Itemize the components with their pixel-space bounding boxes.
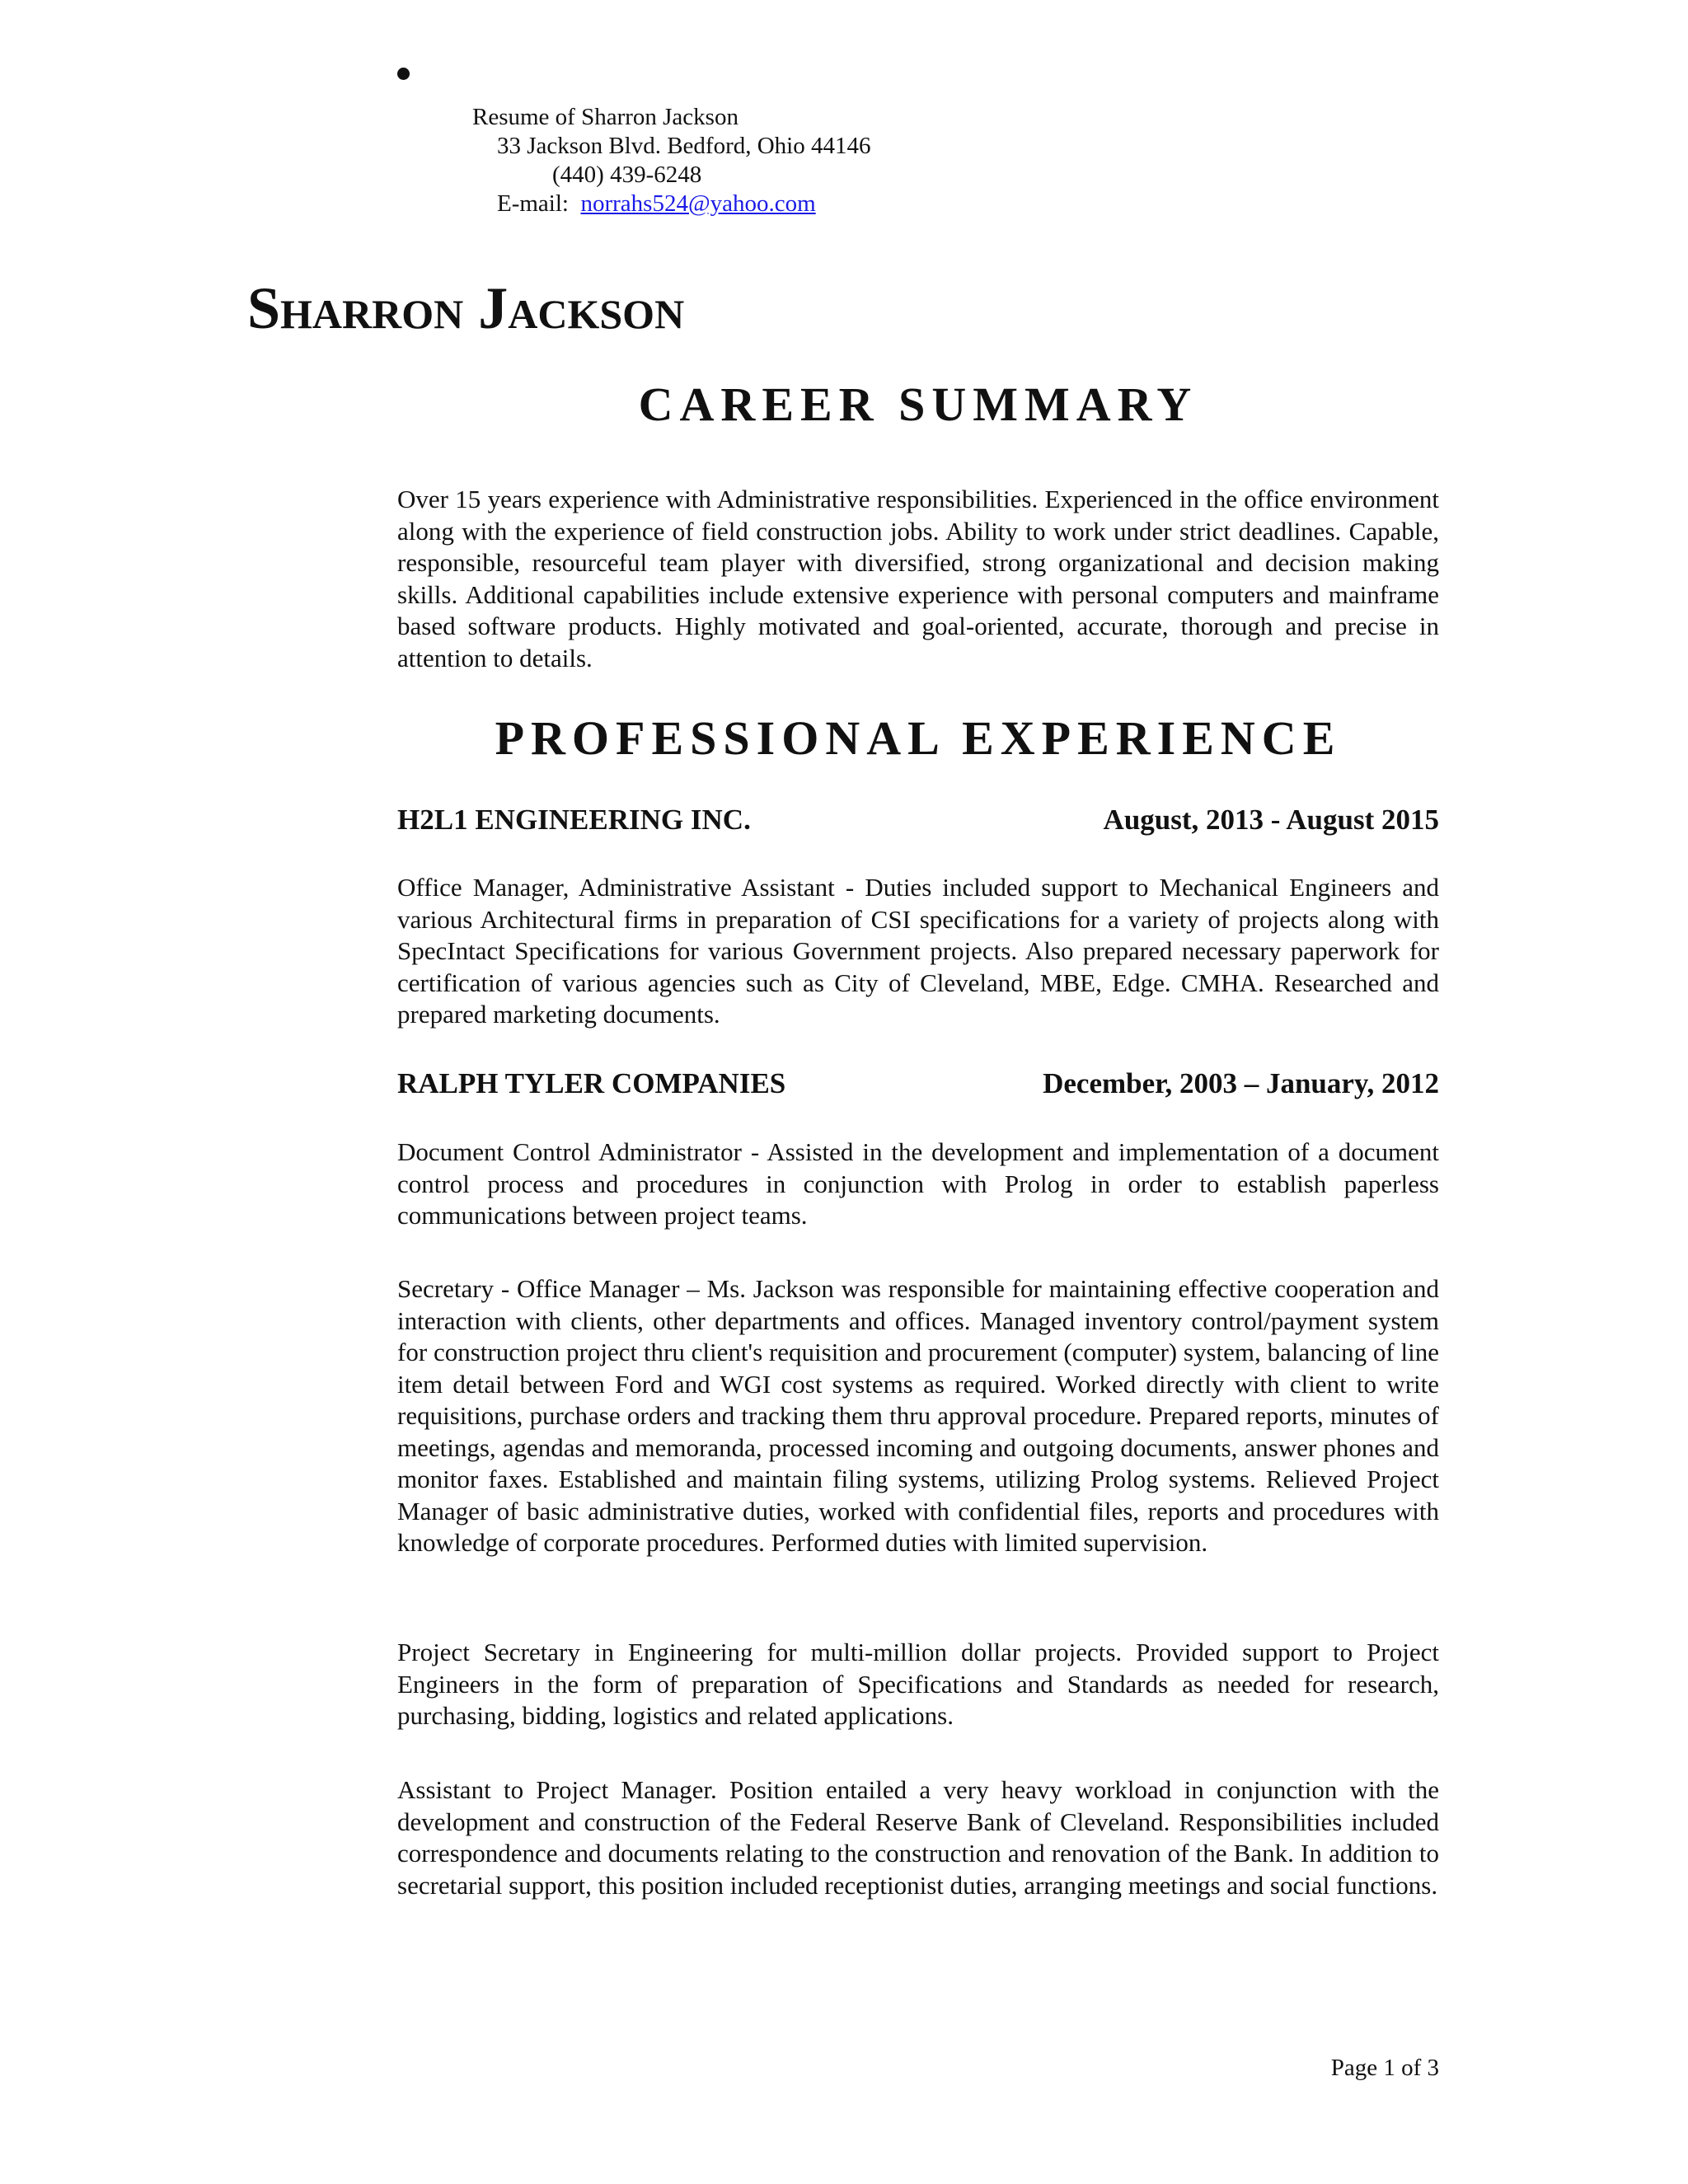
phone-line: (440) 439-6248 — [552, 162, 702, 188]
career-summary-heading: CAREER SUMMARY — [638, 377, 1198, 431]
professional-experience-heading: PROFESSIONAL EXPERIENCE — [495, 711, 1342, 765]
career-summary-text: Over 15 years experience with Administrative responsibilities. Experienced in the office environment along with the experience of field construction jobs. Ability to work under strict deadlines. Capable, responsible, resourceful team player with diversified, strong organizational and decision making skills. Additional capabilities include extensive experience with personal computers and mainframe based software products. Highly motivated and goal-oriented, accurate, thorough and precise in attention to details. — [397, 485, 1439, 673]
page-number: Page 1 of 3 — [1330, 2055, 1439, 2081]
job-description: Project Secretary in Engineering for multi-million dollar projects. Provided support to Project Engineers in the form of preparation of Specifications and Standards as needed for research, purchasing, bidding, logistics and related applications. — [397, 1638, 1439, 1730]
job-dates: December, 2003 – January, 2012 — [1043, 1067, 1439, 1099]
email-link[interactable]: norrahs524@yahoo.com — [580, 190, 816, 217]
job-dates: August, 2013 - August 2015 — [1103, 804, 1439, 836]
email-label: E-mail: — [497, 190, 569, 217]
job-company: RALPH TYLER COMPANIES — [397, 1067, 786, 1099]
job-description: Assistant to Project Manager. Position entailed a very heavy workload in conjunction with the development and construction of the Federal Reserve Bank of Cleveland. Responsibilities included correspondence and documents relating to the construction and renovation of the Bank. In addition to secretarial support, this position included receptionist duties, arranging meetings and social functions. — [397, 1775, 1439, 1900]
job-company: H2L1 ENGINEERING INC. — [397, 804, 751, 836]
job-description: Secretary - Office Manager – Ms. Jackson was responsible for maintaining effective cooperation and interaction with clients, other departments and offices. Managed inventory control/payment system for construction project thru client's requisition and procurement (computer) system, balancing of line item detail between Ford and WGI cost systems as required. Worked directly with client to write requisitions, purchase orders and tracking them thru approval procedure. Prepared reports, minutes of meetings, agendas and memoranda, processed incoming and outgoing documents, answer phones and monitor faxes. Established and maintain filing systems, utilizing Prolog systems. Relieved Project Manager of basic administrative duties, worked with confidential files, reports and procedures with knowledge of corporate procedures. Performed duties with limited supervision. — [397, 1274, 1439, 1557]
job-header — [397, 804, 1439, 837]
resume-of-line: Resume of Sharron Jackson — [472, 104, 738, 130]
job-description: Office Manager, Administrative Assistant - Duties included support to Mechanical Engineers and various Architectural firms in preparation of CSI specifications for a variety of projects along with SpecIntact Specifications for various Government projects. Also prepared necessary paperwork for certification of various agencies such as City of Cleveland, MBE, Edge. CMHA. Researched and prepared marketing documents. — [397, 873, 1439, 1029]
email-line — [497, 190, 816, 218]
candidate-name: Sharron Jackson — [247, 275, 685, 341]
address-line: 33 Jackson Blvd. Bedford, Ohio 44146 — [497, 133, 871, 159]
job-description: Document Control Administrator - Assisted in the development and implementation of a document control process and procedures in conjunction with Prolog in order to establish paperless communications between project teams. — [397, 1137, 1439, 1230]
job-header — [397, 1067, 1439, 1100]
bullet-icon — [397, 68, 410, 80]
